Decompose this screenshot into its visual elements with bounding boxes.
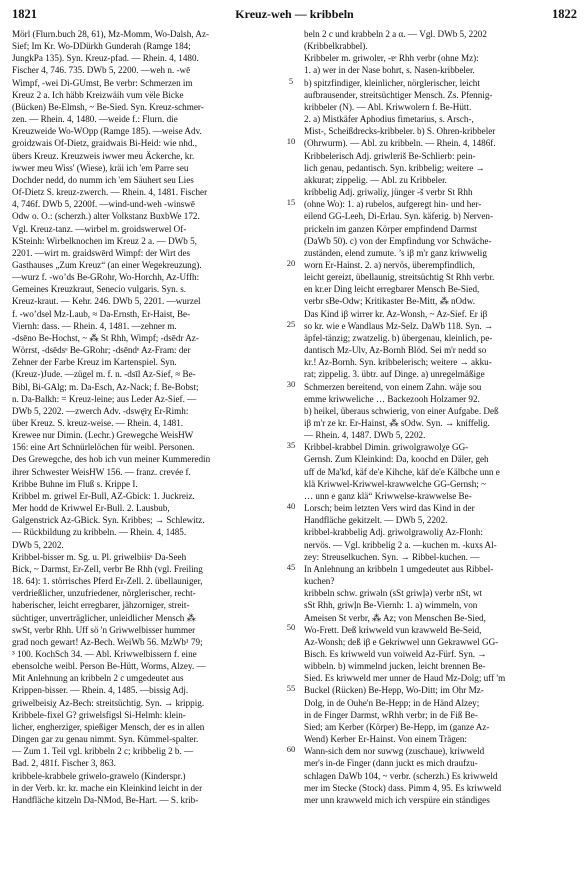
line-number: 25 [286,318,296,329]
text-line: iβ m'r ze kr. Er-Hainst, ⁂ sOdw. Syn. → kniffelig. [304,418,490,428]
text-line: worn Er-Hainst. 2. a) nervös, überempfindlich, [304,259,475,270]
text-line: Mörl (Flurn.buch 28, 61), Mz-Momm, Wo-Dalsh, Az- [12,29,210,39]
text-line: sSt Rhh, griwļn Be-Viernh: 1. a) wimmeln, von [304,600,478,611]
text-line: Mist-, Scheißdrecks-kribbeler. b) S. Ohren-kribbeler [304,126,496,137]
text-line: Mer hodd de Kriwwel Er-Bull. 2. Lausbub, [12,503,170,514]
text-line: haberischer, leicht erregbarer, jähzorniger, streit- [12,600,190,611]
line-number: 55 [286,683,296,694]
text-line: JungkPa 135). Syn. Kreuz-pfad. — Rhein. 4, 1480. [12,53,199,64]
text-line: Bisch. Es kriwweld vun voiweld Az-Fürf. Syn. → [304,648,487,659]
text-line: Kribbele-fixel G? griwelsfigsl Si-Helmh: klein- [12,709,186,720]
text-line: — Rhein. 4, 1487. DWb 5, 2202. [304,430,426,441]
text-line: über Kreuz. S. kreuz-weise. — Rhein. 4, 1481. [12,418,184,428]
text-line: mer unn krawweld mich ich verspüre ein ständiges [304,794,490,805]
text-line: leicht gereizt, übellaunig, streitsüchtig St Rhh verbr. [304,272,495,283]
line-number: 35 [286,440,296,451]
text-line: Kribbeler m. griwolɐr, -ɐᶦ Rhh verbr (ohne Mz): [304,53,479,64]
text-line: kribbeler (N). — Abl. Kriwwolern f. Be-Hütt. [304,101,472,112]
text-line: —wurz f. -wo’ds Be-GRohr, Wo-Horchh, Az-Uffh: [12,272,200,283]
text-line: Gernsh. Zum Kleinkind: Da, koochd en Däler, geh [304,454,489,465]
text-line: wibbeln. b) wimmelnd jucken, leicht brennen Be- [304,661,486,672]
line-number: 10 [286,136,296,147]
text-line: Dolg, in de Ouhe'n Be-Hepp; in de Händ Alzey; [304,697,480,708]
text-line: zuständen, elend zumute. ’s iβ m'r ganz kriwwelig [304,247,487,258]
text-line: n. Da-Balkh: = Kreuz-leine; aus Leder Az-Sief. — [12,393,197,404]
text-line: ebensolche weibl. Person Be-Hütt, Worms, Alzey. — [12,661,206,672]
text-line: f. -wo’dsel Mz-Laub, ≈ Da-Ernsth, Er-Haist, Be- [12,308,191,319]
text-line: Galgenstrick Az-GBick. Syn. Kribbes; → Schlewitz. [12,515,205,526]
text-line: In Anlehnung an kribbeln 1 umgedeutet aus Ribbel- [304,563,494,574]
text-line: swSt, verbr Rhh. Uff sö 'n Griwwelbisser hummer [12,624,196,635]
text-line: rat; zippelig. 3. übtr. auf Dinge. a) unregelmäßige [304,369,485,380]
text-line: Kreuz-kraut. — Kehr. 246. DWb 5, 2201. —wurzel [12,296,201,307]
text-line: Sied; am Kerber (Körper) Be-Hepp, im (ganze Az- [304,721,490,732]
left-column [12,28,278,806]
text-line: b) heikel, überaus schwierig, von einer Aufgabe. Deß [304,405,499,416]
text-line: klä Kriwwel-Kriwwel-krawwelche GG-Gernsh; ~ [304,478,487,489]
text-line: ³ 100. KochSch 34. — Abl. Kriwwelbissern f. eine [12,648,197,659]
page-number-right: 1822 [552,7,577,21]
text-line: Bibl, Bi-GAlg; m. Da-Esch, Az-Nack; f. Be-Bobst; [12,381,199,392]
line-number: 30 [286,379,296,390]
text-line: in der Verb. kr. kr. mache ein Kleinkind leicht in der [12,782,203,793]
text-line: Of-Dietz S. kreuz-zwerch. — Rhein. 4, 1481. Fischer [12,187,208,198]
text-line: DWb 5, 2202. —zwerch Adv. -dswę̄rχ Er-Rimh: [12,405,189,416]
text-line: Sief; Im Kr. Wo-DDürkh Gunderah (Ramge 184; [12,41,191,52]
text-line: kribbeln schw. griwəln (sSt griwļə) verbr nSt, wt [304,588,483,599]
text-line: 18. 64): 1. störrisches Pferd Er-Zell. 2. übellauniger, [12,576,203,587]
text-line: Wann-sich dem nor suwwg (zuschaue), kriwweld [304,746,485,757]
text-line: Vgl. Kreuz-tanz. —wirbel m. groidswerwel Of- [12,223,187,234]
text-line: zen. — Rhein. 4, 1480. —weide f.: Flurn. die [12,114,178,125]
text-line: DWb 5, 2202. [12,539,64,550]
text-line: b) spitzfindiger, kleinlicher, nörglerischer, leicht [304,77,480,88]
text-line: Schmerzen bereitend, von einem Zahn. wäje sou [304,381,482,392]
text-line: — Rückbildung zu kribbeln. — Rhein. 4, 1485. [12,527,187,538]
text-line: Buckel (Rücken) Be-Hepp, Wo-Ditt; im Ohr Mz- [304,685,484,696]
text-line: Gemeines Kreuzkraut, Senecio vulgaris. Syn. s. [12,284,187,295]
text-line: 156: eine Art Schnürlelöchen für weibl. Personen. [12,442,195,453]
text-line: KSteinh: Wirbelknochen im Kreuz 2 a. — DWb 5, [12,235,197,246]
text-line: Kreuzweide Wo-WOpp (Ramge 185). —weise Adv. [12,126,202,137]
text-line: -dsēno Be-Hochst, ~ ⁂ St Rhh, Wimpf; -dsēdr Az- [12,332,199,343]
text-line: äpfel-tänzig; zwatzelig. b) übergenau, kleinlich, pe- [304,332,493,343]
line-number: 50 [286,622,296,633]
text-line: beln 2 c und krabbeln 2 a α. — Vgl. DWb 5, 2202 [304,29,487,39]
text-line: nervös. — Vgl. kribbelig 2 a. —kuchen m. -kuxs Al- [304,539,497,550]
text-line: akkurat; zippelig. — Abl. zu Kribbeler. [304,174,447,185]
text-line: (ohne Wo): 1. a) rubelos, aufgeregt hin- und her- [304,199,482,210]
text-line: aufbrausender, streitsüchtiger Mensch. Zs. Pfennig- [304,89,493,100]
page-header [12,7,577,23]
text-line: Wend) Kerber Er-Hainst. Von einem Trägen: [304,734,467,745]
text-line: Mit Anlehnung an kribbeln 2 c umgedeutet aus [12,673,184,684]
text-line: — Zum 1. Teil vgl. kribbeln 2 c; kribbelig 2 b. — [12,746,194,757]
line-number: 60 [286,743,296,754]
text-line: übers Kreuz. Kreuzweis iwwer meu Äckerche, kr. [12,150,195,161]
text-line: kuchen? [304,576,335,587]
text-line: griwelbeisiχ Az-Bech: streitsüchtig. Syn. → krippig. [12,697,205,708]
text-line: (Ohrwurm). — Abl. zu kribbeln. — Rhein. 4, 1486f. [304,138,496,149]
line-number: 20 [286,257,296,268]
text-line: 4, 746f. DWb 5, 2200f. —wind-und-weh -winswē [12,199,195,210]
text-line: Krippen-bisser. — Rhein. 4, 1485. —bissig Adj. [12,685,189,696]
text-line: ihrer Schwester WeisHW 156. — franz. crevée f. [12,466,191,477]
text-line: Wo-Frett. Deß kriwweld vun krawweld Be-Seid, [304,624,482,635]
text-line: prickeln im ganzen Körper empfindend Darmst [304,223,478,234]
text-line: mer im Stecke (Stock) dass. Pimm 4, 95. Es kriwweld [304,782,502,793]
text-line: Wörrst, -dsēdsᵉ Be-GRohr; -dsēndᵉ Az-Fram: der [12,345,191,356]
text-line: … unn e ganz klä“ Kriwwelse-krawwelse Be- [304,490,472,501]
text-line: 1. a) wer in der Nase bohrt, s. Nasen-kribbeler. [304,65,475,76]
text-line: groidzwais Of-Dietz, graidwais Bi-Heid: wie nhd., [12,138,197,149]
text-line: Kreuz 2 a. Ich häbb Kreizwäih vum vële Bicke [12,89,184,100]
text-line: süchtiger, unverträglicher, unleidlicher Mensch ⁂ [12,612,196,623]
text-line: so kr. wie e Wandlaus Mz-Selz. DaWb 118. Syn. → [304,320,494,331]
text-line: kribbel-krabbelig Adj. griwolgrawoliχ Az-Flonh: [304,527,483,538]
text-line: in de Finger Darmst, wRhh verbr; in de Fiß Be- [304,709,478,720]
text-line: Wimpf, -wei Di-GUmst, Be verbr: Schmerzen im [12,77,193,88]
text-line: Kribbelerisch Adj. griwlɐriš Be-Schlierb: pein- [304,150,476,161]
text-line: zey: Streuselkuchen. Syn. → Ribbel-kuchen. — [304,551,480,562]
text-line: (Kreuz-)Jude. —zügel m. f. n. -dsīl Az-Sief, ≈ Be- [12,369,196,380]
text-line: lich genau, pedantisch. Syn. kribbelig; weitere → [304,162,485,173]
text-line: Az-Wonsh; deß iβ e Gekriwwel unn Gekrawwel GG- [304,636,499,647]
text-line: Das Kind iβ wirrer kr. Az-Wonsh, ~ Az-Sief. Er iβ [304,308,488,319]
text-line: verdrießlicher, unzufriedener, nörglerischer, recht- [12,588,196,599]
line-number: 40 [286,500,296,511]
line-number: 5 [288,75,294,86]
text-line: dantisch Mz-Ulv, Az-Bornh Blöd. Sei m'r nedd so [304,345,487,356]
text-line: Bick, ~ Darmst, Er-Zell, verbr Be Rhh (vgl. Freiling [12,563,203,574]
text-line: (DaWb 50). c) von der Empfindung vor Schwäche- [304,235,492,246]
text-line: kribbele-krabbele griwelo-grawelo (Kinderspr.) [12,770,186,781]
text-line: (Bücken) Be-Elmsh, ~ Be-Sied. Syn. Kreuz-schmer- [12,101,204,112]
running-title: Kreuz-weh — kribbeln [235,7,354,21]
text-line: Des Grewegche, des hob ich vun meiner Kummeredin [12,454,211,465]
text-line: Krewee nur Dimin. (Lechr.) Grewegche WeisHW [12,430,194,441]
text-line: verbr sBe-Odw; Kritikaster Be-Mitt, ⁂ nOdw. [304,296,475,307]
text-line: kribbelig Adj. griwəliχ, jünger -š verbr St Rhh [304,187,473,198]
line-number: 15 [286,197,296,208]
text-line: grad noch gewart! Az-Bech. WeiWb 56. MzWb¹ 79; [12,636,203,647]
text-line: Ameisen St verbr, ⁂ Az; von Menschen Be-Sied, [304,612,486,623]
text-line: emme kriwweliche … Backezooh Holzamer 92. [304,393,480,404]
text-line: Gasthauses „Zum Kreuz“ (an einer Wegekreuzung). [12,259,202,270]
page-number-left: 1821 [12,7,37,21]
text-line: Kribbe Buhne im Fluß s. Krippe I. [12,478,138,489]
text-line: Viernh: dass. — Rhein. 4, 1481. —zehner m. [12,320,177,331]
text-line: Handfläche gekitzelt. — DWb 5, 2202. [304,515,448,526]
text-line: kr.! Az-Bornh. Syn. kribbelerisch; weitere → akku- [304,357,492,368]
text-line: Odw o. O.: (scherzh.) alter Volkstanz BuxbWe 172. [12,211,200,222]
right-column [304,28,576,806]
text-line: Lorsch; beim letzten Vers wird das Kind in der [304,503,475,514]
text-line: Zehner der Farbe Kreuz im Kartenspiel. Syn. [12,357,177,368]
text-line: iwwer meu Wiss' (Wiese), kräi ich 'em Parre seu [12,162,189,173]
text-line: eilend GG-Leeh, Di-Erlau. Syn. käferig. b) Nerven- [304,211,494,222]
text-line: uff de Ma'kd, käf de'e Kihche, käf de'e Kälbche unn e [304,466,500,477]
text-line: Sied. Es kriwweld mer unner de Haud Mz-Dolg; uff 'm [304,673,506,684]
text-line: 2201. —wirt m. graidswērd Wimpf: der Wirt des [12,247,191,258]
text-line: Bad. 2, 481f. Fischer 3, 863. [12,758,116,769]
line-number: 45 [286,561,296,572]
text-line: Kribbel-bisser m. Sg. u. Pl. griwelbiisᵉ Da-Seeh [12,551,187,562]
text-line: mer's in-de Finger (dann juckt es mich draufzu- [304,758,478,769]
text-line: Fischer 4, 746. 735. DWb 5, 2200. —weh n. -wē [12,65,191,76]
text-line: Dingen gar zu genau nimmt. Syn. Kümmel-spalter. [12,734,199,745]
text-line: 2. a) Mistkäfer Aphodius fimetarius, s. Arsch-, [304,114,474,125]
text-line: Handfläche kitzeln Da-NMod, Be-Hart. — S. krib- [12,794,199,805]
text-line: (Kribbelkrabbel). [304,41,368,52]
text-line: schlagen DaWb 104, ~ verbr. (scherzh.) Es kriwweld [304,770,498,781]
text-line: licher, engherziger, spießiger Mensch, der es in allen [12,721,205,732]
text-line: en kr.er Ding leicht erregbarer Mensch Be-Sied, [304,284,480,295]
text-line: Kribbel m. griwel Er-Bull, AZ-Gbick: 1. Juckreiz. [12,490,195,501]
text-line: Kribbel-krabbel Dimin. griwolgrawolχe GG- [304,442,469,453]
text-line: Dochder nedd, do numm ich 'em Säuhert seu Lies [12,174,194,185]
